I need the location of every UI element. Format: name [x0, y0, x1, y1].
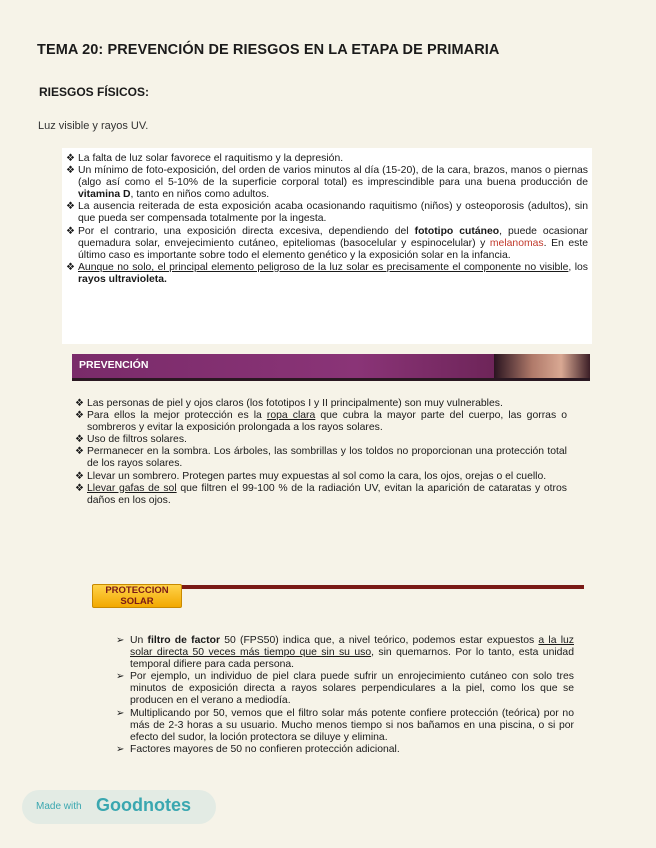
- text-run: Llevar un sombrero. Protegen partes muy expuestas al sol como la cara, los ojos, orejas o el cuello.: [87, 470, 547, 482]
- text-run: filtro de factor: [147, 635, 221, 646]
- proteccion-badge: [92, 584, 182, 608]
- text-run: , puede ocasionar quemadura solar, envejecimiento cutáneo, epiteliomas (basocelular y espinocelular) y: [78, 225, 588, 249]
- text-run: vitamina D: [78, 189, 131, 201]
- text-run: Llevar gafas de sol: [87, 482, 177, 494]
- bullet-icon: ❖: [75, 470, 84, 482]
- bullet-icon: ❖: [75, 482, 84, 494]
- list-item: [75, 483, 567, 507]
- bullet-icon: ➢: [116, 707, 125, 719]
- text-run: Para ellos la mejor protección es la: [87, 410, 267, 422]
- header-photo: [494, 354, 590, 378]
- bullet-icon: ➢: [116, 671, 125, 683]
- text-run: , tanto en niños como adultos.: [130, 189, 270, 201]
- bullet-icon: ❖: [75, 446, 84, 458]
- text-run: Permanecer en la sombra. Los árboles, las sombrillas y los toldos no proporcionan una protección total de los rayos solares.: [87, 446, 567, 470]
- bullet-icon: ❖: [75, 410, 84, 422]
- goodnotes-badge[interactable]: [22, 790, 216, 824]
- list-item: [116, 635, 574, 671]
- bullet-icon: ➢: [116, 635, 125, 646]
- text-run: La ausencia reiterada de esta exposición acaba ocasionando raquitismo (niños) y osteoporosis (adultos), sin que pueda ser compensada totalmente por la ingesta.: [78, 201, 588, 225]
- proteccion-list: [116, 635, 574, 756]
- text-run: Por el contrario, una exposición directa excesiva, dependiendo del: [78, 225, 415, 237]
- text-run: 50 (FPS50) indica que, a nivel teórico, podemos estar expuestos: [220, 635, 539, 646]
- list-item: [66, 201, 588, 225]
- prevencion-header: [72, 354, 590, 381]
- text-run: Factores mayores de 50 no confieren protección adicional.: [130, 743, 400, 755]
- text-run: La falta de luz solar favorece el raquitismo y la depresión.: [78, 153, 344, 164]
- text-run: Un: [130, 635, 148, 646]
- text-run: , sin quemarnos. Por lo tanto, esta unidad temporal difiere para cada persona.: [130, 647, 574, 671]
- text-run: . En este último caso es importante sobre todo el elemento genético y la exposición solar en la infancia.: [78, 237, 588, 261]
- text-run: Por ejemplo, un individuo de piel clara puede sufrir un enrojecimiento cutáneo con solo tres minutos de exposición directa a rayos solares perpendiculares a la piel, como los que se producen en el verano a mediodía.: [130, 671, 574, 707]
- bullet-icon: ❖: [75, 434, 84, 446]
- bullet-icon: ❖: [66, 201, 75, 213]
- list-item: [75, 410, 567, 434]
- proteccion-label-1: PROTECCION: [105, 585, 169, 596]
- list-item: [66, 226, 588, 262]
- text-run: a la luz solar directa 50 veces más tiempo que sin su uso: [130, 635, 574, 659]
- text-run: que filtren el 99-100 % de la radiación UV, evitan la aparición de cataratas y otros daños en los ojos.: [87, 482, 567, 506]
- risks-list: [66, 153, 588, 286]
- list-item: [66, 165, 588, 201]
- text-run: fototipo cutáneo: [414, 225, 500, 237]
- text-run: melanomas: [489, 237, 544, 249]
- prevencion-list: [75, 398, 567, 507]
- list-item: [66, 153, 588, 165]
- bullet-icon: ❖: [66, 261, 75, 273]
- intro-text: Luz visible y rayos UV.: [38, 120, 149, 132]
- text-run: que cubra la mayor parte del cuerpo, las gorras o sombreros y evitar la exposición prolongada a los rayos solares.: [87, 410, 567, 434]
- list-item: [116, 708, 574, 744]
- list-item: [75, 446, 567, 470]
- text-run: Un mínimo de foto-exposición, del orden de varios minutos al día (15-20), de la cara, brazos, manos o piernas (algo así como el 5-10% de la superficie corporal total) es imprescindible para una buena producción de: [78, 165, 588, 189]
- list-item: [75, 471, 567, 483]
- bullet-icon: ❖: [66, 153, 75, 164]
- text-run: Uso de filtros solares.: [87, 434, 187, 446]
- bullet-icon: ➢: [116, 743, 125, 755]
- text-run: ropa clara: [266, 410, 316, 422]
- list-item: [75, 398, 567, 410]
- list-item: [116, 744, 574, 756]
- text-run: Las personas de piel y ojos claros (los fototipos I y II principalmente) son muy vulnerables.: [87, 398, 503, 409]
- text-run: Aunque no solo, el principal elemento peligroso de la luz solar es precisamente el componente no visible: [78, 261, 569, 273]
- risks-panel: [62, 148, 592, 344]
- text-run: , los: [568, 261, 589, 273]
- bullet-icon: ❖: [66, 165, 75, 177]
- list-item: [75, 434, 567, 446]
- list-item: [66, 262, 588, 286]
- list-item: [116, 671, 574, 707]
- bullet-icon: ❖: [75, 398, 84, 409]
- text-run: rayos ultravioleta.: [78, 273, 167, 285]
- text-run: Multiplicando por 50, vemos que el filtro solar más potente confiere protección (teórica) por no más de 2-3 horas a su usuario. Mucho menos tiempo si nos bañamos en una piscina, o si por efecto del sudor, la loción protectora se diluye y elimina.: [130, 707, 574, 743]
- made-with-label: Made with: [36, 801, 82, 812]
- bullet-icon: ❖: [66, 225, 75, 237]
- proteccion-label-2: SOLAR: [120, 596, 154, 607]
- prevencion-label: PREVENCIÓN: [79, 359, 149, 371]
- section-heading: RIESGOS FÍSICOS:: [39, 85, 150, 99]
- page-title: TEMA 20: PREVENCIÓN DE RIESGOS EN LA ETAPA DE PRIMARIA: [37, 42, 500, 58]
- goodnotes-logo: Goodnotes: [96, 795, 191, 815]
